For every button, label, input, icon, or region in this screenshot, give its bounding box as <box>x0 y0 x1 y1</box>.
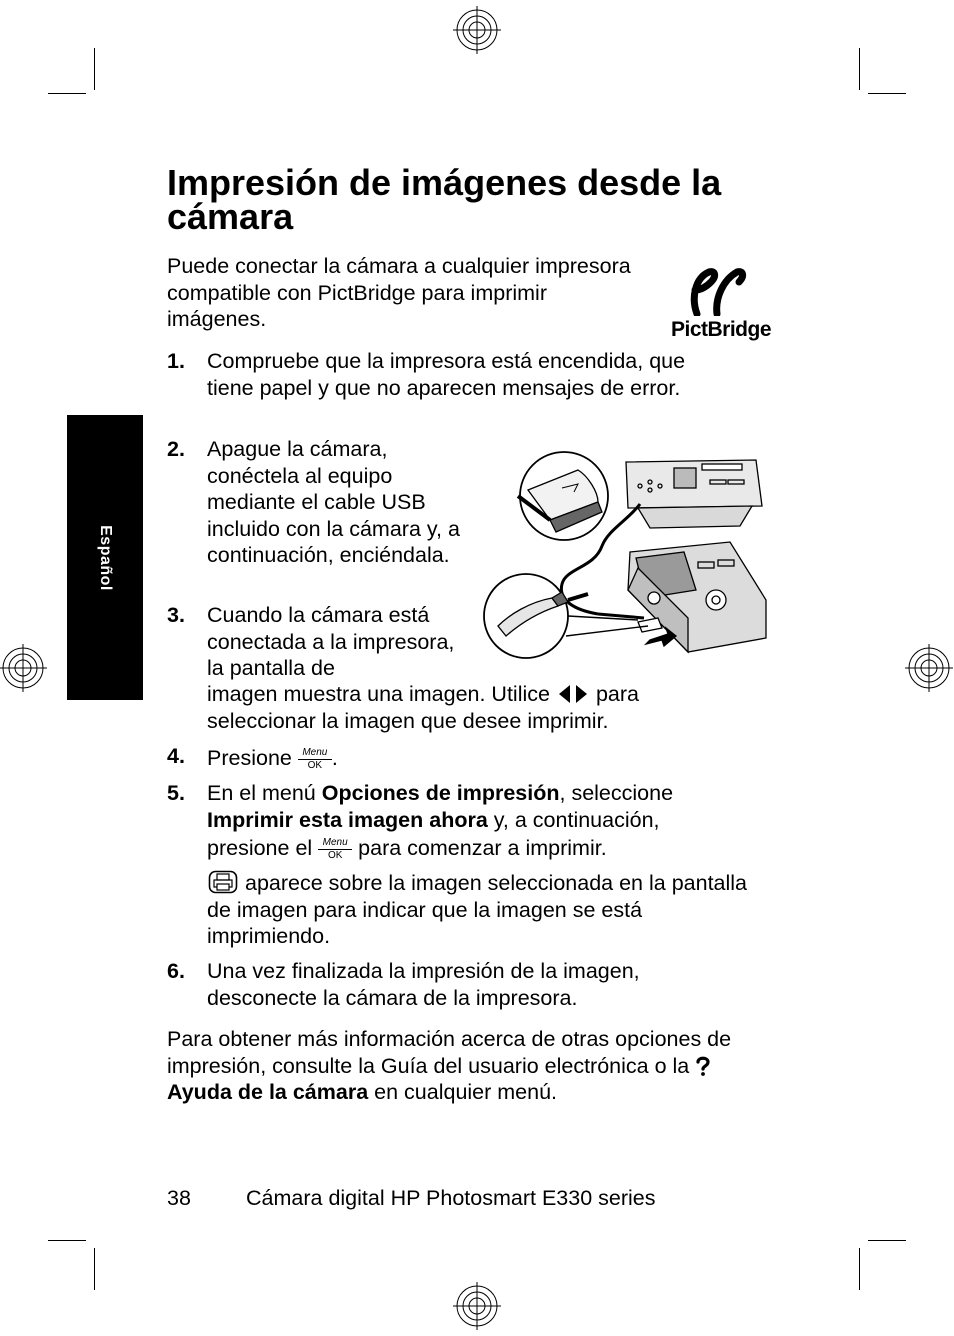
menu-ok-bottom: OK <box>307 759 323 771</box>
step-text <box>207 835 767 862</box>
crop-mark <box>94 1248 95 1290</box>
menu-option-name: Imprimir esta imagen ahora <box>207 808 488 832</box>
pictbridge-logo <box>665 268 770 348</box>
step-number: 3. <box>167 603 185 627</box>
crop-mark <box>859 1248 860 1290</box>
page-number: 38 <box>167 1186 191 1210</box>
registration-mark-icon <box>451 4 503 56</box>
crop-mark <box>94 48 95 90</box>
page-title: Impresión de imágenes desde la cámara <box>167 162 722 237</box>
step-text: seleccionar la imagen que desee imprimir. <box>207 709 609 733</box>
step-text-part: . <box>331 746 338 770</box>
camera-printer-connection-illustration <box>478 450 768 660</box>
step-number: 5. <box>167 781 185 805</box>
language-side-tab <box>67 415 143 700</box>
step-text-part: Presione <box>207 746 292 770</box>
step-text <box>207 745 747 772</box>
side-tab-label: Español <box>97 524 114 591</box>
crop-mark <box>48 1240 86 1241</box>
help-menu-name: Ayuda de la cámara <box>167 1080 369 1104</box>
registration-mark-icon <box>0 642 49 694</box>
step-text-part: En el menú <box>207 781 316 805</box>
crop-mark <box>868 93 906 94</box>
menu-ok-top: Menu <box>298 748 332 760</box>
crop-mark <box>868 1240 906 1241</box>
menu-ok-button-icon <box>298 748 332 771</box>
pictbridge-symbol-icon <box>665 268 770 316</box>
step-text-part: y, a continuación, <box>487 808 660 832</box>
menu-name: Opciones de impresión <box>321 781 560 805</box>
pictbridge-logo-text: PictBridge <box>671 318 772 341</box>
step-text <box>207 807 767 834</box>
help-icon <box>695 1056 711 1076</box>
step-text: Compruebe que la impresora está encendida, que tiene papel y que no aparecen mensajes de error. <box>207 349 686 400</box>
step-text: Apague la cámara, conéctela al equipo mediante el cable USB incluido con la cámara y, a continuación, enciéndala. <box>207 437 460 567</box>
closing-paragraph <box>167 1026 767 1106</box>
step-number: 2. <box>167 437 185 461</box>
step-text-part: para comenzar a imprimir. <box>358 836 607 860</box>
crop-mark <box>48 93 86 94</box>
registration-mark-icon <box>903 642 954 694</box>
step-number: 6. <box>167 959 185 983</box>
closing-text: Para obtener más información acerca de otras opciones de impresión, consulte la Guía del usuario electrónica o la <box>167 1027 732 1078</box>
step-number: 4. <box>167 744 185 768</box>
menu-ok-button-icon <box>318 838 352 861</box>
left-right-arrows-icon <box>556 683 590 705</box>
step-text <box>207 681 767 708</box>
step-text-part: para <box>595 682 639 706</box>
registration-mark-icon <box>451 1280 503 1332</box>
step-text: Una vez finalizada la impresión de la imagen, desconecte la cámara de la impresora. <box>207 959 640 1010</box>
step-text-part: imagen muestra una imagen. Utilice <box>207 682 550 706</box>
closing-text: en cualquier menú. <box>374 1080 558 1104</box>
step-text-part: presione el <box>207 836 313 860</box>
step-text <box>207 780 767 807</box>
menu-ok-bottom: OK <box>327 849 343 861</box>
step-number: 1. <box>167 349 185 373</box>
step-text: Cuando la cámara está conectada a la impresora, la pantalla de <box>207 603 455 680</box>
crop-mark <box>859 48 860 90</box>
step-text-part: , seleccione <box>559 781 674 805</box>
menu-ok-top: Menu <box>318 838 352 850</box>
step-note: aparece sobre la imagen seleccionada en la pantalla de imagen para indicar que la imagen se está imprimiendo. <box>207 871 748 948</box>
footer-title: Cámara digital HP Photosmart E330 series <box>246 1186 656 1210</box>
intro-paragraph: Puede conectar la cámara a cualquier impresora compatible con PictBridge para imprimir imágenes. <box>167 254 631 331</box>
